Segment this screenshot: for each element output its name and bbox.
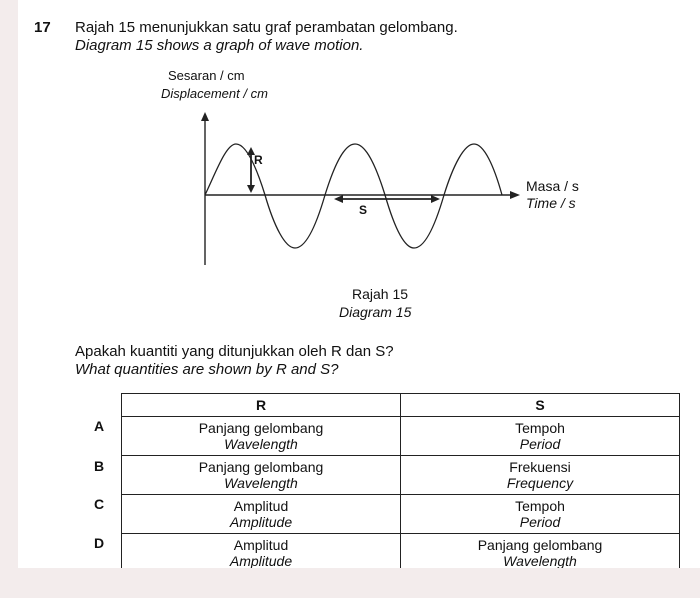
option-b-s-ms: Frekuensi (509, 459, 571, 475)
r-arrow-head-bottom (247, 185, 255, 193)
answer-options-table (121, 393, 680, 568)
option-a-s (401, 417, 680, 456)
option-c-s-en: Period (519, 514, 561, 530)
question-number: 17 (34, 19, 51, 36)
y-axis-arrowhead (201, 112, 209, 121)
diagram-caption-ms: Rajah 15 (352, 286, 409, 302)
option-letter-b[interactable]: B (94, 458, 105, 474)
option-row-c[interactable] (122, 495, 680, 534)
prompt-text-en: What quantities are shown by R and S? (75, 361, 339, 378)
option-c-s-ms: Tempoh (515, 498, 565, 514)
option-row-d[interactable] (122, 534, 680, 569)
option-c-r-ms: Amplitud (233, 498, 289, 514)
wave-curve (205, 144, 502, 248)
y-axis-label-en: Displacement / cm (161, 86, 268, 101)
question-paper (18, 0, 700, 568)
option-a-r (122, 417, 401, 456)
option-letter-d[interactable]: D (94, 535, 105, 551)
x-axis-label-ms: Masa / s (526, 178, 579, 194)
option-b-r-en: Wavelength (224, 475, 298, 491)
s-arrow-head-right (431, 195, 440, 203)
table-header-row (122, 394, 680, 417)
option-b-s (401, 456, 680, 495)
option-c-r (122, 495, 401, 534)
option-d-s-en: Wavelength (503, 553, 577, 568)
option-b-s-en: Frequency (506, 475, 574, 491)
wave-graph (198, 108, 538, 268)
option-row-b[interactable] (122, 456, 680, 495)
option-c-s (401, 495, 680, 534)
option-b-r-ms: Panjang gelombang (198, 459, 324, 475)
diagram-caption-en: Diagram 15 (339, 304, 412, 320)
option-row-a[interactable] (122, 417, 680, 456)
x-axis-label-en: Time / s (526, 195, 576, 211)
header-s: S (401, 394, 680, 417)
option-a-s-ms: Tempoh (515, 420, 565, 436)
option-letter-c[interactable]: C (94, 496, 105, 512)
marker-r: R (254, 153, 263, 167)
header-r: R (122, 394, 401, 417)
option-d-s (401, 534, 680, 569)
option-a-r-ms: Panjang gelombang (198, 420, 324, 436)
option-d-r (122, 534, 401, 569)
option-b-r (122, 456, 401, 495)
x-axis-arrowhead (510, 191, 520, 199)
option-a-r-en: Wavelength (224, 436, 298, 452)
question-text-en: Diagram 15 shows a graph of wave motion. (75, 37, 364, 54)
question-text-ms: Rajah 15 menunjukkan satu graf perambatan gelombang. (75, 19, 458, 36)
marker-s: S (359, 203, 368, 217)
option-a-s-en: Period (519, 436, 561, 452)
option-letter-a[interactable]: A (94, 418, 105, 434)
option-d-r-ms: Amplitud (233, 537, 289, 553)
option-d-r-en: Amplitude (229, 553, 293, 568)
s-arrow-head-left (334, 195, 343, 203)
option-c-r-en: Amplitude (229, 514, 293, 530)
option-d-s-ms: Panjang gelombang (477, 537, 603, 553)
prompt-text-ms: Apakah kuantiti yang ditunjukkan oleh R dan S? (75, 343, 394, 360)
y-axis-label-ms: Sesaran / cm (168, 68, 245, 83)
